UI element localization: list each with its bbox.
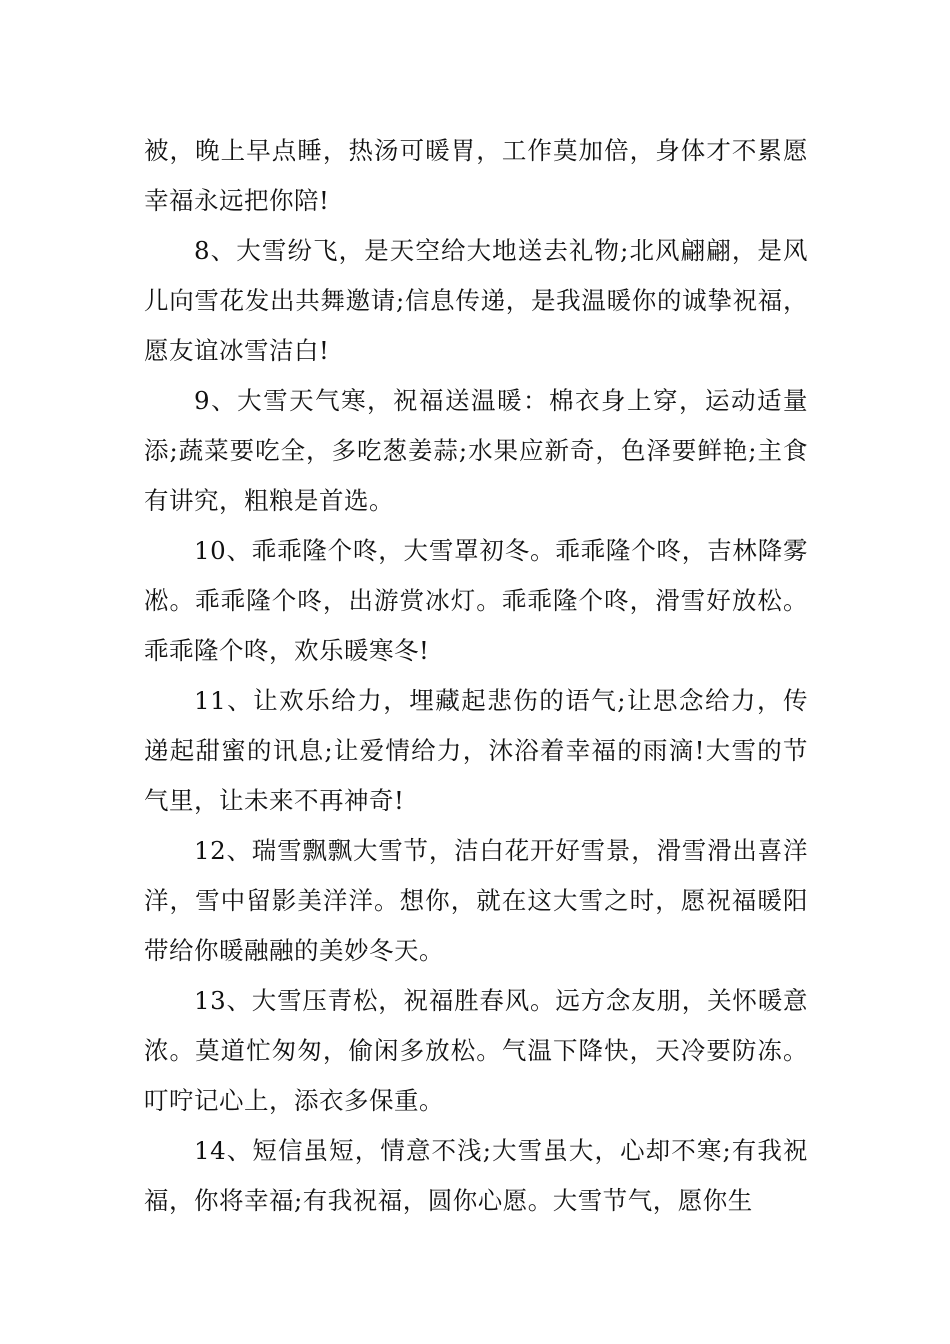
- paragraph-9: 9、大雪天气寒，祝福送温暖：棉衣身上穿，运动适量添;蔬菜要吃全，多吃葱姜蒜;水果应新奇，色泽要鲜艳;主食有讲究，粗粮是首选。: [144, 386, 808, 515]
- paragraph-14: 14、短信虽短，情意不浅;大雪虽大，心却不寒;有我祝福，你将幸福;有我祝福，圆你心愿。大雪节气，愿你生: [144, 1136, 808, 1215]
- paragraph-continuation: 被，晚上早点睡，热汤可暖胃，工作莫加倍，身体才不累愿幸福永远把你陪!: [144, 136, 808, 215]
- document-page: [144, 126, 808, 1226]
- paragraph-11: 11、让欢乐给力，埋藏起悲伤的语气;让思念给力，传递起甜蜜的讯息;让爱情给力，沐浴着幸福的雨滴!大雪的节气里，让未来不再神奇!: [144, 686, 808, 815]
- paragraph-13: 13、大雪压青松，祝福胜春风。远方念友朋，关怀暖意浓。莫道忙匆匆，偷闲多放松。气温下降快，天冷要防冻。叮咛记心上，添衣多保重。: [144, 986, 808, 1115]
- paragraph-10: 10、乖乖隆个咚，大雪罩初冬。乖乖隆个咚，吉林降雾凇。乖乖隆个咚，出游赏冰灯。乖乖隆个咚，滑雪好放松。乖乖隆个咚，欢乐暖寒冬!: [144, 536, 808, 665]
- paragraph-8: 8、大雪纷飞，是天空给大地送去礼物;北风翩翩，是风儿向雪花发出共舞邀请;信息传递，是我温暖你的诚挚祝福，愿友谊冰雪洁白!: [144, 236, 808, 365]
- paragraph-12: 12、瑞雪飘飘大雪节，洁白花开好雪景，滑雪滑出喜洋洋，雪中留影美洋洋。想你，就在这大雪之时，愿祝福暖阳带给你暖融融的美妙冬天。: [144, 836, 808, 965]
